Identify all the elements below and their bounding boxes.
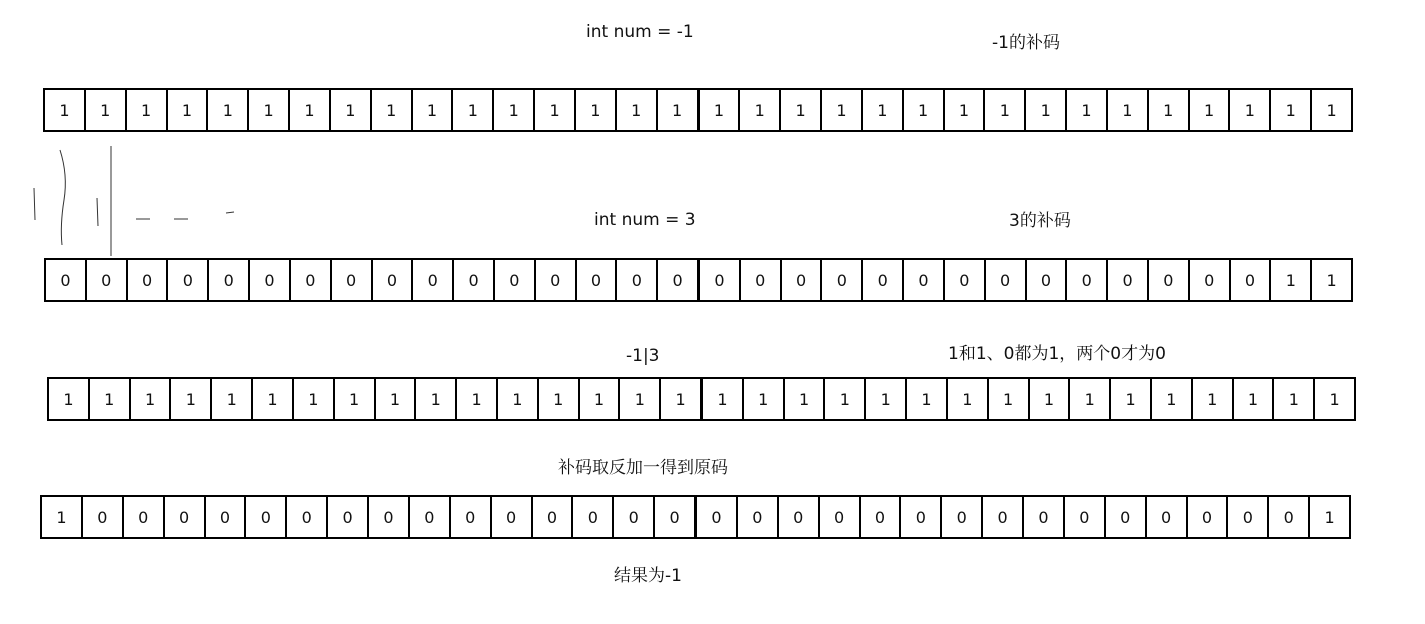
bit-cell: 0 (1190, 260, 1231, 300)
bit-cell: 0 (533, 497, 574, 537)
bit-cell: 1 (620, 379, 661, 419)
bit-cell: 0 (46, 260, 87, 300)
bit-cell: 1 (457, 379, 498, 419)
bit-cell: 0 (658, 260, 700, 300)
bit-cell: 0 (168, 260, 209, 300)
bit-cell: 0 (209, 260, 250, 300)
bit-cell: 1 (825, 379, 866, 419)
bit-cell: 1 (1070, 379, 1111, 419)
bit-row-original-code (40, 495, 1351, 539)
bit-cell: 1 (131, 379, 172, 419)
bit-cell: 0 (904, 260, 945, 300)
bit-cell: 1 (331, 90, 372, 130)
bit-cell: 1 (1329, 389, 1340, 409)
row3-title: -1|3 (626, 346, 660, 366)
bit-cell: 0 (1147, 497, 1188, 537)
bit-cell: 1 (453, 90, 494, 130)
bit-cell: 1 (904, 90, 945, 130)
bit-cell: 1 (1326, 100, 1337, 120)
bit-cell: 1 (1190, 90, 1231, 130)
bit-cell: 1 (580, 379, 621, 419)
bit-cell: 0 (1024, 497, 1065, 537)
bit-cell: 1 (945, 90, 986, 130)
bit-cell: 1 (866, 379, 907, 419)
row3-note: 1和1、0都为1，两个0才为0 (948, 344, 1166, 364)
bit-cell: 1 (127, 90, 168, 130)
bit-cell: 0 (986, 260, 1027, 300)
bit-cell: 0 (83, 497, 124, 537)
bit-cell: 1 (42, 497, 83, 537)
bit-cell: 0 (291, 260, 332, 300)
bit-cell: 0 (700, 260, 741, 300)
bit-cell: 1 (212, 379, 253, 419)
bit-cell: 0 (124, 497, 165, 537)
bit-cell: 0 (206, 497, 247, 537)
bit-row-three-complement (44, 258, 1353, 302)
bit-cell: 1 (1152, 379, 1193, 419)
bit-cell: 0 (738, 497, 779, 537)
bit-cell: 1 (703, 379, 744, 419)
bit-cell: 1 (1026, 90, 1067, 130)
bit-cell: 1 (989, 379, 1030, 419)
bit-cell: 0 (1108, 260, 1149, 300)
bit-cell: 0 (87, 260, 128, 300)
bit-cell: 0 (373, 260, 414, 300)
bit-cell: 1 (863, 90, 904, 130)
bit-cell: 0 (1065, 497, 1106, 537)
bit-cell: 1 (658, 90, 700, 130)
bit-cell: 1 (1274, 379, 1315, 419)
bit-cell: 1 (90, 379, 131, 419)
bit-cell: 0 (1149, 260, 1190, 300)
bit-cell: 0 (287, 497, 328, 537)
bit-cell: 0 (1269, 497, 1310, 537)
bit-cell: 1 (539, 379, 580, 419)
bit-cell: 1 (1149, 90, 1190, 130)
bit-cell: 1 (822, 90, 863, 130)
bit-cell: 0 (863, 260, 904, 300)
bit-cell: 0 (332, 260, 373, 300)
bit-cell: 1 (907, 379, 948, 419)
bit-cell: 1 (535, 90, 576, 130)
bit-cell: 0 (1106, 497, 1147, 537)
row4-title: 补码取反加一得到原码 (558, 458, 728, 478)
bit-cell: 0 (942, 497, 983, 537)
bit-cell: 0 (246, 497, 287, 537)
bit-cell: 1 (208, 90, 249, 130)
bit-cell: 1 (661, 379, 703, 419)
bit-cell: 0 (983, 497, 1024, 537)
bit-cell: 1 (740, 90, 781, 130)
bit-cell: 0 (901, 497, 942, 537)
bit-cell: 1 (498, 379, 539, 419)
bit-cell: 0 (945, 260, 986, 300)
bit-cell: 0 (250, 260, 291, 300)
bit-cell: 1 (948, 379, 989, 419)
bit-cell: 0 (820, 497, 861, 537)
bit-cell: 0 (451, 497, 492, 537)
bit-cell: 1 (781, 90, 822, 130)
bit-cell: 1 (171, 379, 212, 419)
bit-cell: 1 (49, 379, 90, 419)
bit-cell: 1 (335, 379, 376, 419)
bit-cell: 1 (985, 90, 1026, 130)
bit-cell: 0 (577, 260, 618, 300)
bit-cell: 1 (45, 90, 86, 130)
bit-cell: 0 (492, 497, 533, 537)
bit-cell: 0 (779, 497, 820, 537)
bit-cell: 0 (410, 497, 451, 537)
bit-cell: 1 (1067, 90, 1108, 130)
bit-cell: 1 (700, 90, 741, 130)
bit-cell: 0 (1188, 497, 1229, 537)
bit-cell: 1 (1326, 270, 1337, 290)
bit-cell: 1 (1271, 90, 1312, 130)
bit-cell: 0 (697, 497, 738, 537)
bit-cell: 1 (1234, 379, 1275, 419)
bit-cell: 0 (413, 260, 454, 300)
bit-cell: 0 (614, 497, 655, 537)
bit-cell: 1 (372, 90, 413, 130)
bit-cell: 0 (1228, 497, 1269, 537)
bit-cell: 0 (369, 497, 410, 537)
bit-cell: 1 (249, 90, 290, 130)
bit-cell: 1 (576, 90, 617, 130)
bit-cell: 1 (290, 90, 331, 130)
bit-cell: 0 (128, 260, 169, 300)
bit-cell: 0 (1027, 260, 1068, 300)
bit-cell: 0 (617, 260, 658, 300)
bit-cell: 0 (536, 260, 577, 300)
bit-cell: 1 (1193, 379, 1234, 419)
bit-cell: 0 (782, 260, 823, 300)
bit-cell: 1 (413, 90, 454, 130)
bit-cell: 1 (376, 379, 417, 419)
bit-cell: 1 (785, 379, 826, 419)
bit-cell: 1 (617, 90, 658, 130)
row1-title: int num = -1 (586, 22, 694, 42)
bit-cell: 1 (253, 379, 294, 419)
bit-cell: 1 (1030, 379, 1071, 419)
bit-cell: 1 (1230, 90, 1271, 130)
bit-cell: 0 (1231, 260, 1272, 300)
bit-cell: 0 (328, 497, 369, 537)
bit-cell: 0 (573, 497, 614, 537)
bit-cell: 1 (1271, 260, 1312, 300)
bit-cell: 1 (294, 379, 335, 419)
bit-cell: 1 (1324, 507, 1335, 527)
bit-cell: 0 (165, 497, 206, 537)
bit-cell: 1 (744, 379, 785, 419)
bit-cell: 0 (454, 260, 495, 300)
bit-cell: 1 (416, 379, 457, 419)
bit-cell: 1 (494, 90, 535, 130)
bit-cell: 1 (1108, 90, 1149, 130)
bit-cell: 0 (822, 260, 863, 300)
bit-cell: 1 (86, 90, 127, 130)
bit-cell: 0 (1067, 260, 1108, 300)
row1-note: -1的补码 (992, 33, 1060, 53)
bit-row-or-result (47, 377, 1356, 421)
bit-cell: 0 (741, 260, 782, 300)
bit-cell: 1 (168, 90, 209, 130)
row2-note: 3的补码 (1009, 211, 1071, 231)
bit-row-neg1-complement (43, 88, 1353, 132)
bit-cell: 0 (495, 260, 536, 300)
bit-cell: 0 (861, 497, 902, 537)
result-text: 结果为-1 (614, 566, 682, 586)
bit-cell: 0 (655, 497, 697, 537)
bit-cell: 1 (1111, 379, 1152, 419)
row2-title: int num = 3 (594, 210, 696, 230)
